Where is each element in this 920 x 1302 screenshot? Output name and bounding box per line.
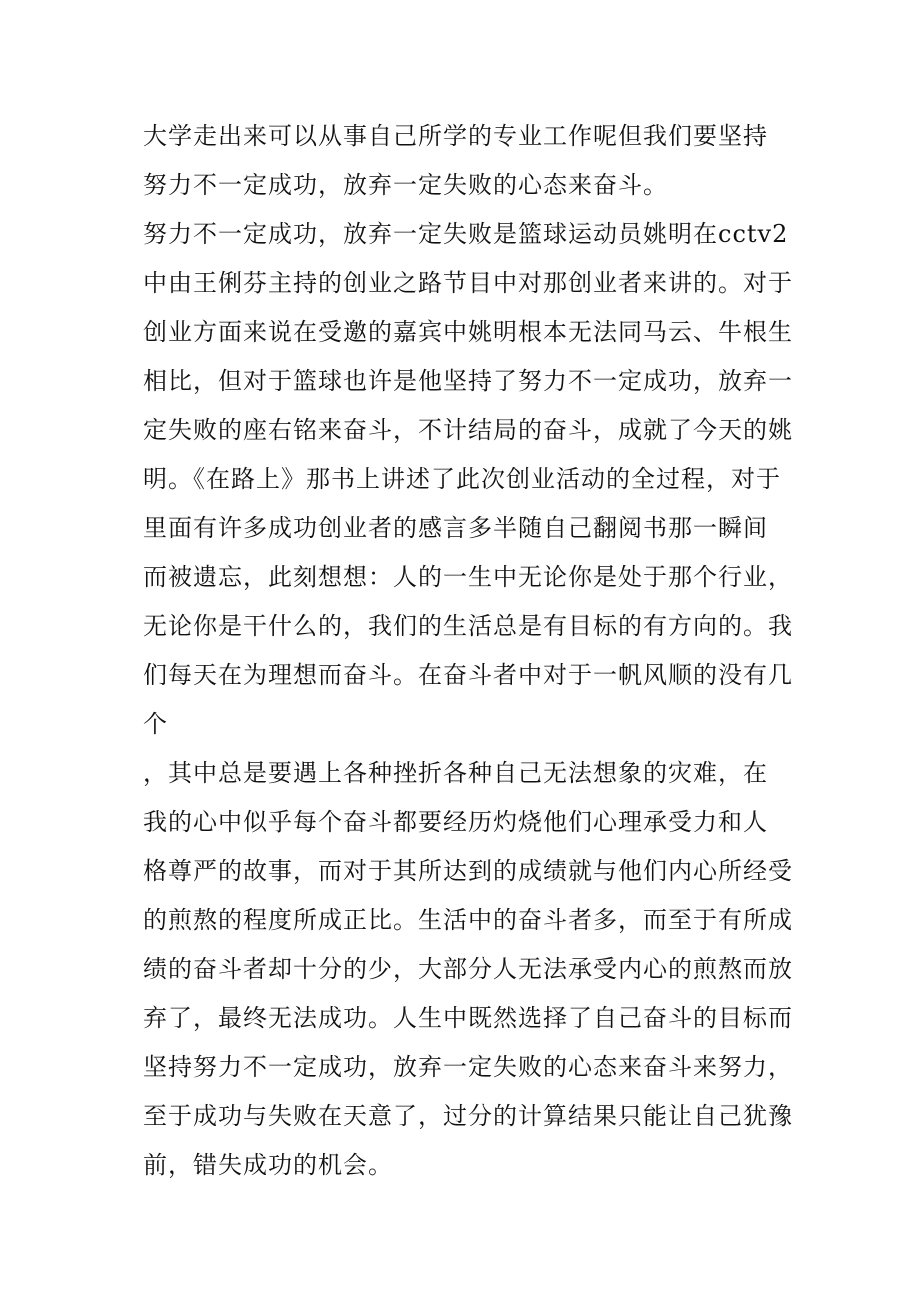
text-line-15: 我的心中似乎每个奋斗都要经历灼烧他们心理承受力和人 [143,808,768,836]
text-line-11: 无论你是干什么的，我们的生活总是有目标的有方向的。我 [143,612,793,640]
text-line-14: ，其中总是要遇上各种挫折各种自己无法想象的灾难，在 [143,759,768,787]
text-line-4: 中由王俐芬主持的创业之路节目中对那创业者来讲的。对于 [143,269,793,297]
text-line-6: 相比，但对于篮球也许是他坚持了努力不一定成功，放弃一 [143,367,793,395]
text-line-2: 努力不一定成功，放弃一定失败的心态来奋斗。 [143,171,668,199]
text-line-8: 明。《在路上》那书上讲述了此次创业活动的全过程，对于 [143,465,781,493]
text-line-18: 绩的奋斗者却十分的少，大部分人无法承受内心的煎熬而放 [143,955,793,983]
text-line-21: 至于成功与失败在天意了，过分的计算结果只能让自己犹豫 [143,1102,793,1130]
text-line-10: 而被遗忘，此刻想想：人的一生中无论你是处于那个行业， [143,563,793,591]
text-line-3: 努力不一定成功，放弃一定失败是篮球运动员姚明在cctv2 [143,220,789,248]
text-line-5: 创业方面来说在受邀的嘉宾中姚明根本无法同马云、牛根生 [143,318,793,346]
text-line-17: 的煎熬的程度所成正比。生活中的奋斗者多，而至于有所成 [143,906,793,934]
text-line-7: 定失败的座右铭来奋斗，不计结局的奋斗，成就了今天的姚 [143,416,793,444]
text-line-9: 里面有许多成功创业者的感言多半随自己翻阅书那一瞬间 [143,514,768,542]
body-text [143,112,803,1190]
text-line-20: 坚持努力不一定成功，放弃一定失败的心态来奋斗来努力， [143,1053,793,1081]
text-line-12: 们每天在为理想而奋斗。在奋斗者中对于一帆风顺的没有几 [143,661,793,689]
text-line-13: 个 [143,710,168,738]
text-line-1: 大学走出来可以从事自己所学的专业工作呢但我们要坚持 [143,122,768,150]
text-line-16: 格尊严的故事，而对于其所达到的成绩就与他们内心所经受 [143,857,793,885]
text-line-19: 弃了，最终无法成功。人生中既然选择了自己奋斗的目标而 [143,1004,793,1032]
text-line-22: 前，错失成功的机会。 [143,1151,393,1179]
